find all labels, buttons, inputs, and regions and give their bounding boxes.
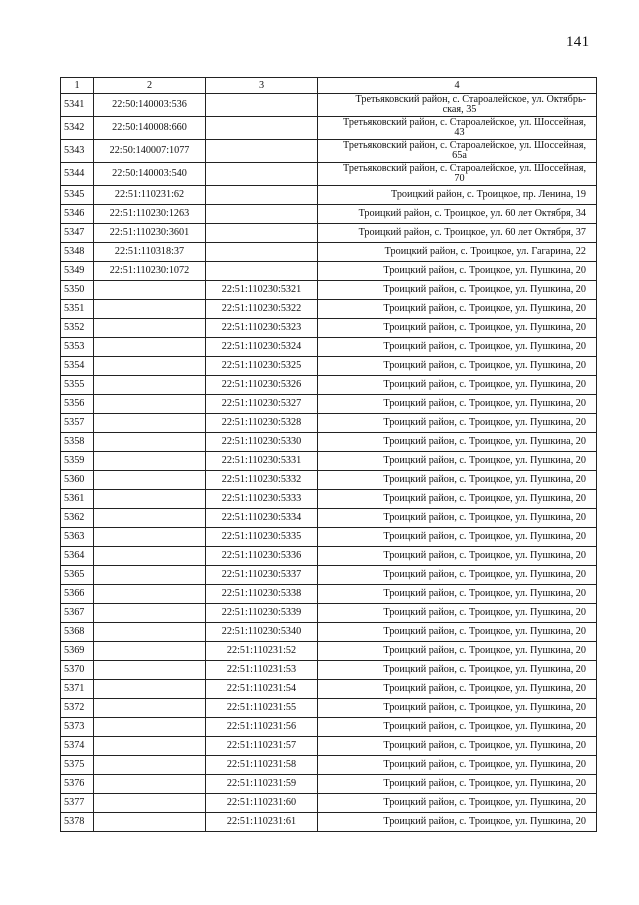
address-line: Троицкий район, с. Троицкое, ул. Пушкина, 20 <box>383 778 586 789</box>
cadastral-number-cell: 22:51:110231:58 <box>206 756 318 775</box>
cadastral-number-cell <box>94 528 206 547</box>
cadastral-number-cell <box>94 281 206 300</box>
address-line: Троицкий район, с. Троицкое, ул. Пушкина, 20 <box>383 683 586 694</box>
cadastral-number-cell: 22:51:110230:5330 <box>206 433 318 452</box>
table-row <box>61 319 597 338</box>
row-number-cell: 5367 <box>61 604 94 623</box>
cadastral-number-cell <box>94 395 206 414</box>
cadastral-number-cell <box>206 163 318 186</box>
row-number-cell: 5354 <box>61 357 94 376</box>
column-header: 1 <box>61 78 94 94</box>
address-cell <box>318 205 597 224</box>
cadastral-number-cell <box>94 338 206 357</box>
address-line: Троицкий район, с. Троицкое, ул. Пушкина, 20 <box>383 759 586 770</box>
cadastral-number-cell: 22:51:110230:5327 <box>206 395 318 414</box>
cadastral-number-cell: 22:51:110230:5324 <box>206 338 318 357</box>
address-cell <box>318 585 597 604</box>
cadastral-number-cell: 22:51:110230:5321 <box>206 281 318 300</box>
row-number-cell: 5355 <box>61 376 94 395</box>
row-number-cell: 5342 <box>61 117 94 140</box>
table-header-row <box>61 78 597 94</box>
address-line: Троицкий район, с. Троицкое, ул. Пушкина, 20 <box>383 664 586 675</box>
table-row <box>61 604 597 623</box>
row-number-cell: 5350 <box>61 281 94 300</box>
row-number-cell: 5347 <box>61 224 94 243</box>
row-number-cell: 5357 <box>61 414 94 433</box>
cadastral-number-cell <box>94 737 206 756</box>
address-line: Троицкий район, с. Троицкое, ул. Пушкина, 20 <box>383 702 586 713</box>
address-line: Троицкий район, с. Троицкое, ул. Пушкина, 20 <box>383 379 586 390</box>
table-row <box>61 357 597 376</box>
table-row <box>61 117 597 140</box>
cadastral-number-cell <box>206 224 318 243</box>
cadastral-number-cell: 22:51:110231:53 <box>206 661 318 680</box>
address-line: Троицкий район, с. Троицкое, ул. Пушкина, 20 <box>383 816 586 827</box>
row-number-cell: 5343 <box>61 140 94 163</box>
table-row <box>61 338 597 357</box>
table-row <box>61 452 597 471</box>
address-cell <box>318 756 597 775</box>
address-line: Троицкий район, с. Троицкое, ул. Пушкина, 20 <box>383 360 586 371</box>
row-number-cell: 5352 <box>61 319 94 338</box>
address-cell <box>318 94 597 117</box>
row-number-cell: 5349 <box>61 262 94 281</box>
address-cell <box>318 300 597 319</box>
address-cell <box>318 357 597 376</box>
cadastral-number-cell <box>94 680 206 699</box>
row-number-cell: 5368 <box>61 623 94 642</box>
address-cell <box>318 566 597 585</box>
address-cell <box>318 140 597 163</box>
cadastral-number-cell: 22:51:110231:52 <box>206 642 318 661</box>
address-cell <box>318 813 597 832</box>
cadastral-number-cell <box>94 813 206 832</box>
address-cell <box>318 775 597 794</box>
table-row <box>61 756 597 775</box>
address-line: Троицкий район, с. Троицкое, ул. Пушкина, 20 <box>383 797 586 808</box>
cadastral-number-cell <box>94 319 206 338</box>
address-cell <box>318 718 597 737</box>
address-cell <box>318 699 597 718</box>
address-cell <box>318 452 597 471</box>
address-line: Троицкий район, с. Троицкое, ул. Пушкина, 20 <box>383 626 586 637</box>
address-line: Троицкий район, с. Троицкое, ул. Гагарина, 22 <box>384 246 586 257</box>
row-number-cell: 5346 <box>61 205 94 224</box>
row-number-cell: 5345 <box>61 186 94 205</box>
address-line: Троицкий район, с. Троицкое, ул. Пушкина, 20 <box>383 721 586 732</box>
cadastral-number-cell: 22:50:140003:540 <box>94 163 206 186</box>
table-row <box>61 471 597 490</box>
address-line: Третьяковский район, с. Староалейское, ул. Шоссейная, <box>343 117 586 128</box>
address-cell <box>318 414 597 433</box>
address-line: Троицкий район, с. Троицкое, ул. Пушкина, 20 <box>383 341 586 352</box>
address-cell <box>318 243 597 262</box>
table-row <box>61 794 597 813</box>
address-line: Троицкий район, с. Троицкое, ул. Пушкина, 20 <box>383 303 586 314</box>
address-line: Третьяковский район, с. Староалейское, ул. Октябрь- <box>355 94 586 105</box>
table-row <box>61 433 597 452</box>
address-cell <box>318 794 597 813</box>
row-number-cell: 5376 <box>61 775 94 794</box>
address-cell <box>318 163 597 186</box>
row-number-cell: 5372 <box>61 699 94 718</box>
address-line: Троицкий район, с. Троицкое, ул. 60 лет Октября, 37 <box>358 227 586 238</box>
cadastral-number-cell: 22:51:110230:5331 <box>206 452 318 471</box>
cadastral-number-cell <box>94 547 206 566</box>
cadastral-number-cell: 22:51:110231:57 <box>206 737 318 756</box>
cadastral-number-cell <box>94 376 206 395</box>
column-header: 2 <box>94 78 206 94</box>
table-row <box>61 566 597 585</box>
cadastral-number-cell: 22:51:110230:5339 <box>206 604 318 623</box>
cadastral-number-cell: 22:51:110230:5322 <box>206 300 318 319</box>
cadastral-number-cell <box>94 775 206 794</box>
cadastral-number-cell <box>94 718 206 737</box>
cadastral-number-cell: 22:51:110230:3601 <box>94 224 206 243</box>
address-line-continued: 65а <box>452 150 467 161</box>
address-line: Троицкий район, с. Троицкое, ул. Пушкина, 20 <box>383 265 586 276</box>
address-line: Третьяковский район, с. Староалейское, ул. Шоссейная, <box>343 140 586 151</box>
address-line-continued: ская, 35 <box>442 104 477 115</box>
row-number-cell: 5374 <box>61 737 94 756</box>
cadastral-number-cell <box>94 604 206 623</box>
address-line-continued: 70 <box>454 173 465 184</box>
row-number-cell: 5344 <box>61 163 94 186</box>
cadastral-number-cell: 22:51:110231:55 <box>206 699 318 718</box>
table-row <box>61 585 597 604</box>
row-number-cell: 5341 <box>61 94 94 117</box>
table-row <box>61 661 597 680</box>
table-row <box>61 547 597 566</box>
address-line: Троицкий район, с. Троицкое, ул. Пушкина, 20 <box>383 417 586 428</box>
cadastral-number-cell: 22:51:110230:1263 <box>94 205 206 224</box>
cadastral-number-cell: 22:50:140008:660 <box>94 117 206 140</box>
cadastral-number-cell: 22:51:110230:5325 <box>206 357 318 376</box>
address-cell <box>318 661 597 680</box>
row-number-cell: 5365 <box>61 566 94 585</box>
address-cell <box>318 547 597 566</box>
cadastral-number-cell <box>94 585 206 604</box>
cadastral-number-cell: 22:51:110230:5338 <box>206 585 318 604</box>
table-row <box>61 490 597 509</box>
table-row <box>61 509 597 528</box>
cadastral-number-cell: 22:51:110230:5332 <box>206 471 318 490</box>
row-number-cell: 5351 <box>61 300 94 319</box>
cadastral-number-cell <box>94 642 206 661</box>
cadastral-number-cell <box>94 471 206 490</box>
cadastral-number-cell: 22:50:140007:1077 <box>94 140 206 163</box>
table-row <box>61 680 597 699</box>
row-number-cell: 5375 <box>61 756 94 775</box>
address-line: Троицкий район, с. Троицкое, ул. Пушкина, 20 <box>383 588 586 599</box>
table-row <box>61 737 597 756</box>
table-row <box>61 528 597 547</box>
table-row <box>61 94 597 117</box>
cadastral-number-cell <box>94 699 206 718</box>
column-header: 4 <box>318 78 597 94</box>
address-cell <box>318 117 597 140</box>
row-number-cell: 5377 <box>61 794 94 813</box>
row-number-cell: 5378 <box>61 813 94 832</box>
cadastral-number-cell: 22:51:110230:1072 <box>94 262 206 281</box>
cadastral-number-cell <box>94 566 206 585</box>
column-header: 3 <box>206 78 318 94</box>
address-cell <box>318 262 597 281</box>
cadastral-number-cell: 22:51:110231:54 <box>206 680 318 699</box>
row-number-cell: 5369 <box>61 642 94 661</box>
table-row <box>61 642 597 661</box>
cadastral-number-cell <box>94 756 206 775</box>
row-number-cell: 5360 <box>61 471 94 490</box>
table-row <box>61 376 597 395</box>
address-cell <box>318 471 597 490</box>
registry-table <box>60 77 597 832</box>
row-number-cell: 5364 <box>61 547 94 566</box>
cadastral-number-cell <box>206 243 318 262</box>
address-cell <box>318 680 597 699</box>
table-row <box>61 775 597 794</box>
table-row <box>61 699 597 718</box>
cadastral-number-cell: 22:51:110318:37 <box>94 243 206 262</box>
cadastral-number-cell: 22:51:110230:5334 <box>206 509 318 528</box>
address-line: Троицкий район, с. Троицкое, ул. Пушкина, 20 <box>383 398 586 409</box>
table-row <box>61 205 597 224</box>
row-number-cell: 5371 <box>61 680 94 699</box>
address-cell <box>318 433 597 452</box>
address-cell <box>318 224 597 243</box>
address-line: Троицкий район, с. Троицкое, ул. Пушкина, 20 <box>383 436 586 447</box>
table-row <box>61 395 597 414</box>
cadastral-number-cell: 22:51:110230:5323 <box>206 319 318 338</box>
row-number-cell: 5362 <box>61 509 94 528</box>
row-number-cell: 5353 <box>61 338 94 357</box>
address-line: Троицкий район, с. Троицкое, ул. Пушкина, 20 <box>383 493 586 504</box>
address-line: Троицкий район, с. Троицкое, пр. Ленина, 19 <box>391 189 586 200</box>
address-line: Троицкий район, с. Троицкое, ул. Пушкина, 20 <box>383 455 586 466</box>
table-row <box>61 813 597 832</box>
address-line: Троицкий район, с. Троицкое, ул. Пушкина, 20 <box>383 569 586 580</box>
cadastral-number-cell: 22:51:110230:5336 <box>206 547 318 566</box>
cadastral-number-cell <box>94 357 206 376</box>
address-line: Троицкий район, с. Троицкое, ул. Пушкина, 20 <box>383 550 586 561</box>
cadastral-number-cell: 22:51:110231:59 <box>206 775 318 794</box>
address-cell <box>318 319 597 338</box>
cadastral-number-cell: 22:51:110230:5333 <box>206 490 318 509</box>
address-line: Троицкий район, с. Троицкое, ул. Пушкина, 20 <box>383 531 586 542</box>
address-cell <box>318 338 597 357</box>
row-number-cell: 5370 <box>61 661 94 680</box>
cadastral-number-cell <box>94 414 206 433</box>
table-row <box>61 140 597 163</box>
address-cell <box>318 623 597 642</box>
address-cell <box>318 528 597 547</box>
cadastral-number-cell: 22:51:110230:5335 <box>206 528 318 547</box>
cadastral-number-cell <box>94 490 206 509</box>
row-number-cell: 5366 <box>61 585 94 604</box>
cadastral-number-cell: 22:51:110230:5326 <box>206 376 318 395</box>
address-line: Троицкий район, с. Троицкое, ул. Пушкина, 20 <box>383 645 586 656</box>
cadastral-number-cell: 22:51:110230:5340 <box>206 623 318 642</box>
cadastral-number-cell: 22:51:110230:5328 <box>206 414 318 433</box>
address-line: Троицкий район, с. Троицкое, ул. Пушкина, 20 <box>383 512 586 523</box>
cadastral-number-cell <box>94 623 206 642</box>
address-cell <box>318 490 597 509</box>
cadastral-number-cell <box>206 94 318 117</box>
cadastral-number-cell: 22:51:110231:61 <box>206 813 318 832</box>
table-row <box>61 163 597 186</box>
cadastral-number-cell: 22:51:110230:5337 <box>206 566 318 585</box>
table-row <box>61 262 597 281</box>
cadastral-number-cell <box>206 140 318 163</box>
cadastral-number-cell: 22:51:110231:62 <box>94 186 206 205</box>
address-cell <box>318 281 597 300</box>
address-cell <box>318 376 597 395</box>
address-line: Троицкий район, с. Троицкое, ул. Пушкина, 20 <box>383 284 586 295</box>
cadastral-number-cell: 22:51:110231:56 <box>206 718 318 737</box>
table-body <box>61 78 597 832</box>
row-number-cell: 5359 <box>61 452 94 471</box>
address-line-continued: 43 <box>454 127 465 138</box>
table-row <box>61 186 597 205</box>
address-cell <box>318 186 597 205</box>
address-line: Троицкий район, с. Троицкое, ул. Пушкина, 20 <box>383 740 586 751</box>
row-number-cell: 5358 <box>61 433 94 452</box>
row-number-cell: 5348 <box>61 243 94 262</box>
address-line: Третьяковский район, с. Староалейское, ул. Шоссейная, <box>343 163 586 174</box>
address-cell <box>318 737 597 756</box>
table-row <box>61 243 597 262</box>
row-number-cell: 5361 <box>61 490 94 509</box>
address-cell <box>318 395 597 414</box>
table-row <box>61 224 597 243</box>
cadastral-number-cell <box>94 661 206 680</box>
cadastral-number-cell <box>94 433 206 452</box>
address-cell <box>318 509 597 528</box>
cadastral-number-cell <box>94 509 206 528</box>
table-row <box>61 414 597 433</box>
cadastral-number-cell: 22:50:140003:536 <box>94 94 206 117</box>
row-number-cell: 5363 <box>61 528 94 547</box>
cadastral-number-cell <box>206 186 318 205</box>
table-row <box>61 718 597 737</box>
cadastral-number-cell: 22:51:110231:60 <box>206 794 318 813</box>
address-line: Троицкий район, с. Троицкое, ул. Пушкина, 20 <box>383 474 586 485</box>
address-line: Троицкий район, с. Троицкое, ул. Пушкина, 20 <box>383 322 586 333</box>
cadastral-number-cell <box>206 205 318 224</box>
address-cell <box>318 642 597 661</box>
address-line: Троицкий район, с. Троицкое, ул. 60 лет Октября, 34 <box>358 208 586 219</box>
address-line: Троицкий район, с. Троицкое, ул. Пушкина, 20 <box>383 607 586 618</box>
page-number: 141 <box>566 34 590 50</box>
table-row <box>61 300 597 319</box>
row-number-cell: 5373 <box>61 718 94 737</box>
cadastral-number-cell <box>94 794 206 813</box>
table-row <box>61 623 597 642</box>
cadastral-number-cell <box>94 452 206 471</box>
address-cell <box>318 604 597 623</box>
cadastral-number-cell <box>206 262 318 281</box>
cadastral-number-cell <box>94 300 206 319</box>
row-number-cell: 5356 <box>61 395 94 414</box>
table-row <box>61 281 597 300</box>
cadastral-number-cell <box>206 117 318 140</box>
